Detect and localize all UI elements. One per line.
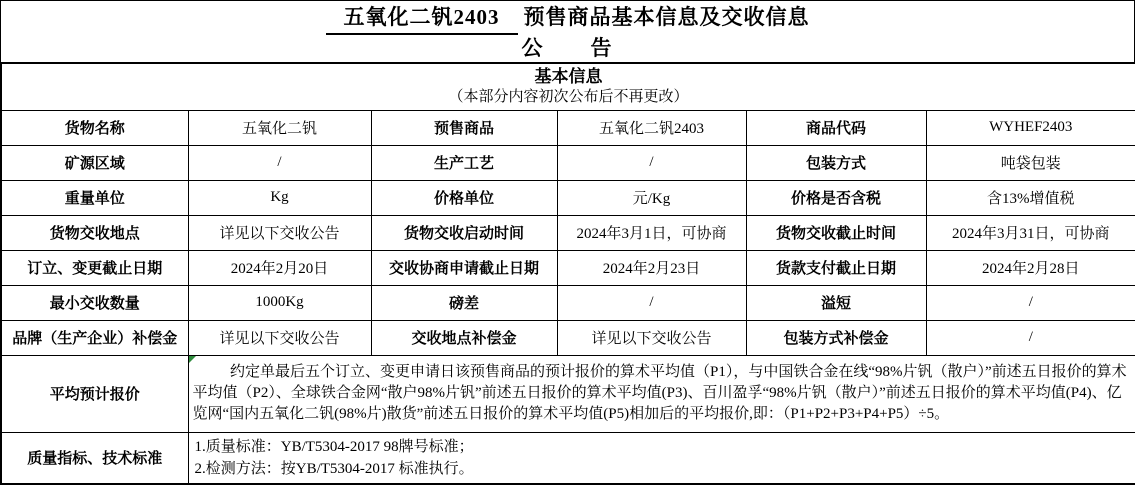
section-subtitle: （本部分内容初次公布后不再更改）: [448, 89, 689, 106]
info-label: 价格是否含税: [746, 180, 926, 215]
info-label: 商品代码: [746, 110, 926, 145]
average-quote-row: [1, 355, 1135, 432]
info-label: 包装方式补偿金: [746, 320, 926, 355]
quality-standard-line1: 1.质量标准：YB/T5304-2017 98牌号标准；: [194, 438, 474, 455]
table-row: [1, 145, 1135, 180]
section-title: 基本信息: [534, 67, 603, 87]
info-label: 价格单位: [371, 180, 557, 215]
info-label: 交收地点补偿金: [371, 320, 557, 355]
product-code-underlined: 五氧化二钒2403: [326, 2, 518, 35]
info-label: 重量单位: [1, 180, 188, 215]
info-value: 五氧化二钒: [188, 110, 371, 145]
info-value: 元/Kg: [557, 180, 746, 215]
info-value: 含13%增值税: [926, 180, 1135, 215]
table-row: [1, 215, 1135, 250]
quality-standard-cell: [188, 432, 1135, 484]
info-value: 1000Kg: [188, 285, 371, 320]
info-label: 货款支付截止日期: [746, 250, 926, 285]
average-quote-text: 约定单最后五个订立、变更申请日该预售商品的预计报价的算术平均值（P1），与中国铁合金在线“98%片钒（散户）”前述五日报价的算术平均值（P2）、全球铁合金网“散户98%片钒”前述五日报价的算术平均值(P3)、百川盈孚“98%片钒（散户）”前述五日报价的算术平均值(P4)、亿览网“国内五氧化二钒(98%片)散货”前述五日报价的算术平均值(P5)相加后的平均报价,即：（P1+P2+P3+P4+P5）÷5。: [192, 364, 1127, 422]
table-row: [1, 250, 1135, 285]
info-label: 矿源区域: [1, 145, 188, 180]
page-title: [326, 2, 810, 35]
table-row: [1, 285, 1135, 320]
title-block: [0, 0, 1135, 62]
info-label: 最小交收数量: [1, 285, 188, 320]
info-value: 详见以下交收公告: [557, 320, 746, 355]
info-value: Kg: [188, 180, 371, 215]
section-header-cell: [1, 63, 1135, 110]
page-title-suffix: 预售商品基本信息及交收信息: [523, 5, 810, 29]
info-label: 溢短: [746, 285, 926, 320]
table-row: [1, 180, 1135, 215]
info-label: 预售商品: [371, 110, 557, 145]
info-label: 货物交收地点: [1, 215, 188, 250]
info-label: 品牌（生产企业）补偿金: [1, 320, 188, 355]
info-value: 2024年3月31日，可协商: [926, 215, 1135, 250]
info-value: 2024年2月28日: [926, 250, 1135, 285]
quality-standard-line2: 2.检测方法：按YB/T5304-2017 标准执行。: [194, 460, 474, 477]
info-value: /: [557, 145, 746, 180]
info-value: WYHEF2403: [926, 110, 1135, 145]
table-row: [1, 320, 1135, 355]
info-value: 2024年2月20日: [188, 250, 371, 285]
info-value: 吨袋包装: [926, 145, 1135, 180]
info-value: 详见以下交收公告: [188, 215, 371, 250]
info-label: 货物名称: [1, 110, 188, 145]
info-label: 订立、变更截止日期: [1, 250, 188, 285]
table-row: [1, 110, 1135, 145]
info-label: 磅差: [371, 285, 557, 320]
cell-error-triangle-icon: [189, 356, 196, 363]
info-value: 2024年3月1日，可协商: [557, 215, 746, 250]
basic-info-table: [0, 62, 1135, 485]
info-label: 货物交收启动时间: [371, 215, 557, 250]
average-quote-cell: [188, 355, 1135, 432]
info-value: 详见以下交收公告: [188, 320, 371, 355]
info-value: /: [557, 285, 746, 320]
info-value: /: [188, 145, 371, 180]
info-value: /: [926, 320, 1135, 355]
section-header-row: [1, 63, 1135, 110]
info-value: 五氧化二钒2403: [557, 110, 746, 145]
average-quote-label: 平均预计报价: [1, 355, 188, 432]
info-value: /: [926, 285, 1135, 320]
quality-standard-row: [1, 432, 1135, 484]
page-title-line2: 公 告: [521, 36, 614, 60]
info-label: 包装方式: [746, 145, 926, 180]
info-label: 交收协商申请截止日期: [371, 250, 557, 285]
info-label: 货物交收截止时间: [746, 215, 926, 250]
info-label: 生产工艺: [371, 145, 557, 180]
quality-standard-label: 质量指标、技术标准: [1, 432, 188, 484]
info-value: 2024年2月23日: [557, 250, 746, 285]
